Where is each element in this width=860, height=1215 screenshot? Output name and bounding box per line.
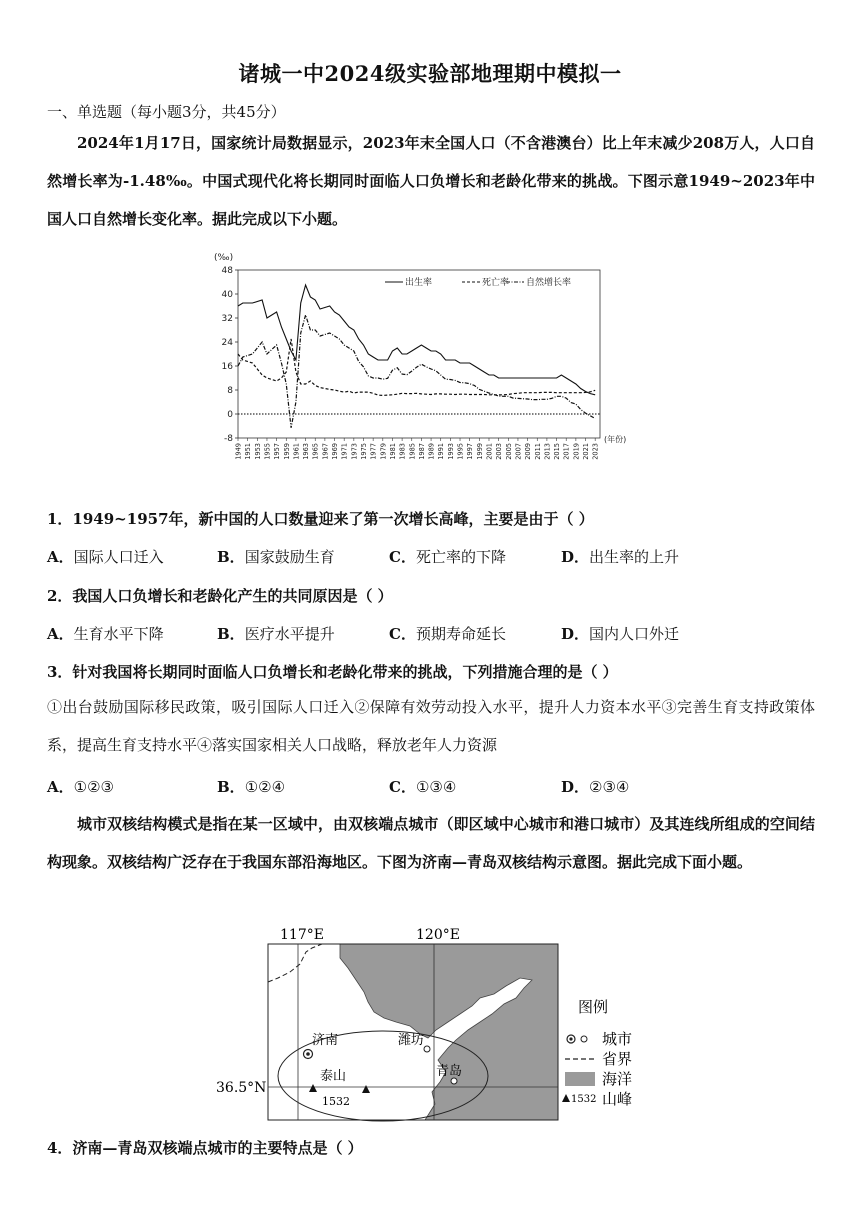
page-title: 诸城一中2024级实验部地理期中模拟一 (238, 61, 622, 86)
question-3-statements: ①出台鼓励国际移民政策，吸引国际人口迁入②保障有效劳动投入水平，提升人力资本水平③完善生育支持政策体系，提高生育支持水平④落实国家相关人口战略，释放老年人力资源 (47, 698, 815, 754)
population-rate-chart (210, 248, 660, 480)
x-axis-label: (年份) (604, 435, 627, 444)
x-tick-label: 2017 (562, 443, 571, 460)
q3-option-a[interactable]: A．①②③ (47, 778, 114, 796)
x-tick-label: 2023 (591, 443, 600, 460)
series-line-3 (238, 315, 595, 428)
jinan-qingdao-map (210, 922, 660, 1122)
question-3-stem: 3．针对我国将长期同时面临人口负增长和老龄化带来的挑战，下列措施合理的是（ ） (47, 663, 618, 681)
x-tick-label: 1957 (273, 443, 282, 460)
y-axis-label: (‰) (214, 253, 234, 263)
q2-option-c[interactable]: C．预期寿命延长 (389, 625, 506, 643)
x-tick-label: 2019 (572, 443, 581, 460)
x-tick-label: 1995 (456, 443, 465, 460)
taishan-peak-icon (309, 1084, 317, 1092)
x-tick-label: 1993 (446, 443, 455, 460)
x-tick-label: 2013 (543, 443, 552, 460)
intro-passage-2: 城市双核结构模式是指在某一区域中，由双核端点城市（即区域中心城市和港口城市）及其连线所组成的空间结构现象。双核结构广泛存在于我国东部沿海地区。下图为济南—青岛双核结构示意图。据此完成下面小题。 (47, 815, 815, 871)
question-1-stem: 1．1949~1957年，新中国的人口数量迎来了第一次增长高峰，主要是由于（ ） (47, 510, 594, 528)
x-tick-label: 1991 (437, 443, 446, 460)
x-tick-label: 1983 (398, 443, 407, 460)
legend-title: 图例 (578, 998, 609, 1016)
legend-city-major-dot (569, 1037, 572, 1040)
x-tick-label: 1997 (466, 443, 475, 460)
x-tick-label: 1959 (282, 443, 291, 460)
legend-peak-label: 山峰 (602, 1090, 633, 1108)
x-tick-label: 1985 (408, 443, 417, 460)
x-tick-label: 2003 (495, 443, 504, 460)
x-tick-label: 2009 (524, 443, 533, 460)
x-tick-label: 1977 (369, 443, 378, 460)
intro-passage-1: 2024年1月17日，国家统计局数据显示，2023年末全国人口（不含港澳台）比上年末减少208万人，人口自然增长率为-1.48‰。中国式现代化将长期同时面临人口负增长和老龄化带来的挑战。下图示意1949~2023年中国人口自然增长变化率。据此完成以下小题。 (47, 134, 815, 228)
section-heading: 一、单选题（每小题3分，共45分） (47, 103, 286, 121)
q2-option-a[interactable]: A．生育水平下降 (47, 625, 164, 643)
x-tick-label: 2007 (514, 443, 523, 460)
y-tick-label: 24 (221, 338, 233, 348)
x-tick-label: 1989 (427, 443, 436, 460)
y-tick-label: 48 (221, 266, 233, 276)
q1-option-b[interactable]: B．国家鼓励生育 (217, 548, 335, 566)
x-tick-label: 2011 (533, 443, 542, 460)
x-tick-label: 1953 (253, 443, 262, 460)
x-tick-label: 1949 (234, 443, 243, 460)
legend-sea-swatch (565, 1072, 595, 1086)
x-tick-label: 1987 (417, 443, 426, 460)
map-legend (562, 998, 632, 1108)
legend-city-minor-icon (581, 1036, 587, 1042)
x-tick-label: 1965 (311, 443, 320, 460)
q1-option-a[interactable]: A．国际人口迁入 (47, 548, 164, 566)
y-tick-label: 40 (221, 290, 233, 300)
legend-label-2: 死亡率 (482, 278, 510, 288)
q3-option-b[interactable]: B．①②④ (217, 778, 286, 796)
x-tick-label: 1975 (359, 443, 368, 460)
legend-border-label: 省界 (602, 1050, 633, 1068)
q2-option-d[interactable]: D．国内人口外迁 (561, 625, 680, 643)
x-tick-label: 1963 (302, 443, 311, 460)
question-2-stem: 2．我国人口负增长和老龄化产生的共同原因是（ ） (47, 587, 393, 605)
y-tick-label: -8 (224, 434, 233, 444)
q1-option-c[interactable]: C．死亡率的下降 (389, 548, 506, 566)
province-border (268, 944, 322, 982)
question-4-stem: 4．济南—青岛双核端点城市的主要特点是（ ） (47, 1139, 363, 1157)
legend-label-1: 出生率 (405, 278, 433, 288)
legend-peak-icon (562, 1094, 570, 1102)
x-tick-label: 2021 (582, 443, 591, 460)
jinan-marker-dot (306, 1052, 310, 1056)
y-tick-label: 0 (227, 410, 233, 420)
y-tick-label: 16 (221, 362, 233, 372)
weifang-label: 潍坊 (398, 1033, 425, 1048)
lat-label: 36.5°N (216, 1080, 267, 1096)
q2-option-b[interactable]: B．医疗水平提升 (217, 625, 335, 643)
x-tick-label: 1973 (350, 443, 359, 460)
legend-sea-label: 海洋 (602, 1070, 633, 1088)
x-tick-label: 1955 (263, 443, 272, 460)
x-tick-label: 2001 (485, 443, 494, 460)
lon-label-117: 117°E (280, 927, 324, 943)
sea-area (340, 944, 558, 1120)
x-tick-label: 1961 (292, 443, 301, 460)
x-tick-label: 1981 (388, 443, 397, 460)
y-tick-label: 8 (227, 386, 233, 396)
jinan-label: 济南 (312, 1033, 339, 1048)
taishan-elevation: 1532 (322, 1095, 350, 1108)
taishan-label: 泰山 (320, 1069, 347, 1084)
x-tick-label: 1951 (244, 443, 253, 460)
x-tick-label: 1969 (331, 443, 340, 460)
legend-label-3: 自然增长率 (526, 278, 572, 288)
x-tick-label: 1971 (340, 443, 349, 460)
x-tick-label: 1967 (321, 443, 330, 460)
q1-option-d[interactable]: D．出生率的上升 (561, 548, 680, 566)
lon-label-120: 120°E (416, 927, 460, 943)
second-peak-icon (362, 1085, 370, 1093)
x-tick-label: 2015 (553, 443, 562, 460)
qingdao-label: 青岛 (436, 1064, 463, 1079)
x-tick-label: 1999 (475, 443, 484, 460)
q3-option-d[interactable]: D．②③④ (561, 778, 630, 796)
x-tick-label: 2005 (504, 443, 513, 460)
y-tick-label: 32 (221, 314, 233, 324)
x-tick-label: 1979 (379, 443, 388, 460)
q3-option-c[interactable]: C．①③④ (389, 778, 457, 796)
weifang-marker (424, 1046, 430, 1052)
legend-city-label: 城市 (602, 1030, 633, 1048)
legend-peak-value: 1532 (571, 1094, 597, 1105)
